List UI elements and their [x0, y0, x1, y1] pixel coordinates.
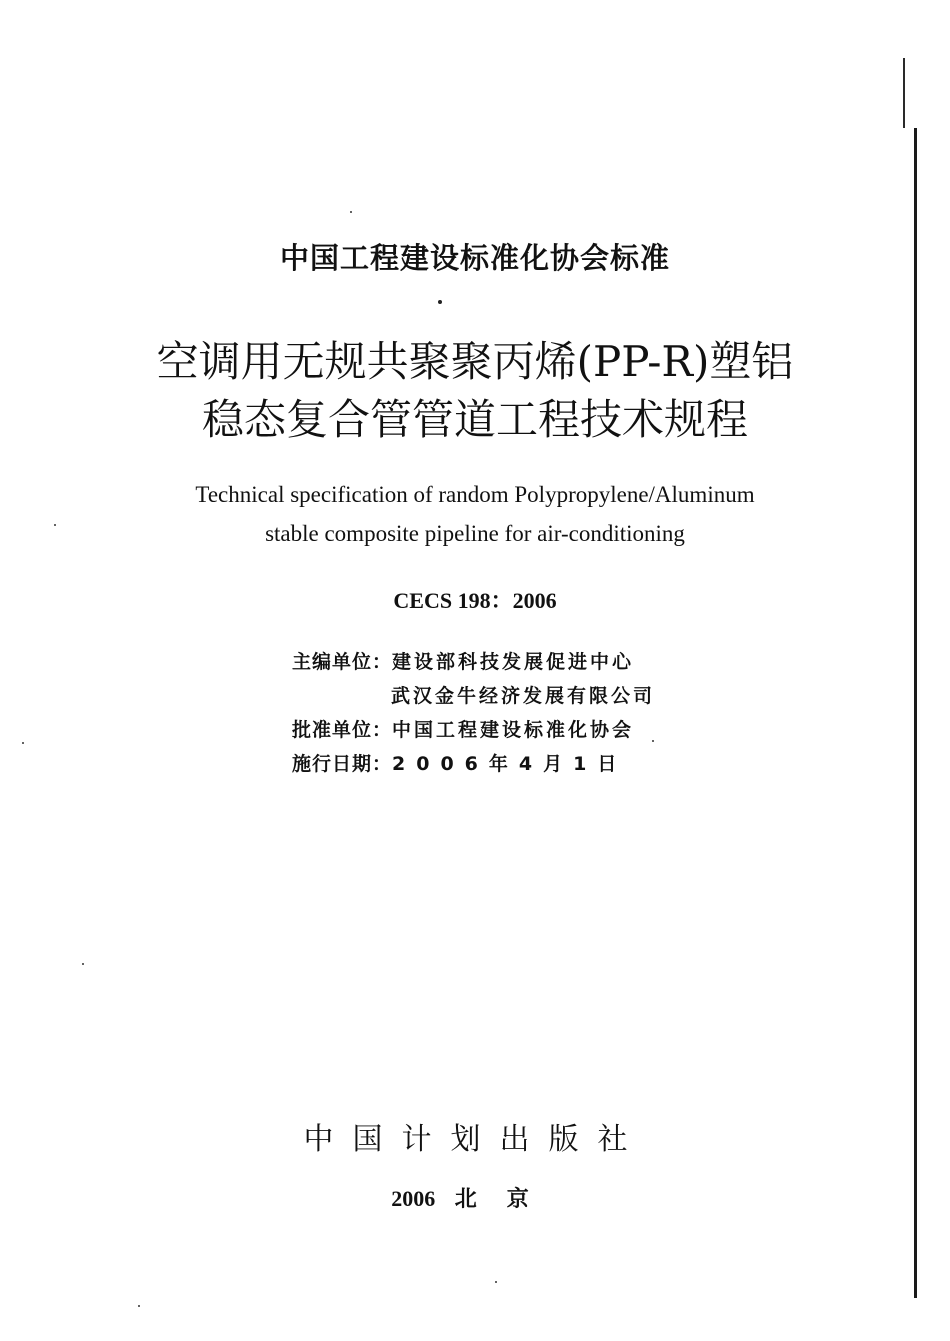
editor-unit-2-row — [391, 679, 655, 713]
publication-city: 北京 — [454, 1187, 559, 1212]
publication-info — [0, 1182, 950, 1213]
effective-date-row — [292, 747, 627, 781]
english-title-line-1: Technical specification of random Polypropylene/Aluminum — [195, 482, 755, 507]
standard-number: CECS 198：2006 — [393, 588, 557, 613]
publisher: 中国计划出版社 — [303, 1122, 647, 1157]
scan-edge-top — [903, 58, 905, 128]
english-title-line-2: stable composite pipeline for air-conditioning — [265, 521, 685, 546]
chinese-title-line-1: 空调用无规共聚聚丙烯(PP-R)塑铝 — [156, 337, 794, 386]
separator-dot — [438, 300, 442, 304]
scan-speck — [82, 963, 84, 965]
chinese-title-line-2: 稳态复合管管道工程技术规程 — [201, 395, 748, 444]
editor-unit-2: 武汉金牛经济发展有限公司 — [391, 685, 656, 707]
scan-speck — [495, 1281, 497, 1283]
effective-date-value: 2006年4月1日 — [392, 753, 628, 775]
scan-speck — [22, 742, 24, 744]
scan-speck — [652, 740, 654, 742]
approval-unit-row — [292, 713, 634, 747]
publication-year: 2006 — [391, 1186, 436, 1211]
editor-label: 主编单位： — [292, 651, 393, 673]
scan-speck — [138, 1305, 140, 1307]
scan-speck — [350, 211, 352, 213]
approval-label: 批准单位： — [292, 719, 393, 741]
approval-unit: 中国工程建设标准化协会 — [392, 719, 635, 741]
effective-date-label: 施行日期： — [292, 753, 393, 775]
organization-title: 中国工程建设标准化协会标准 — [279, 241, 670, 275]
editor-unit-1: 建设部科技发展促进中心 — [392, 651, 635, 673]
editor-unit-row — [292, 645, 634, 679]
